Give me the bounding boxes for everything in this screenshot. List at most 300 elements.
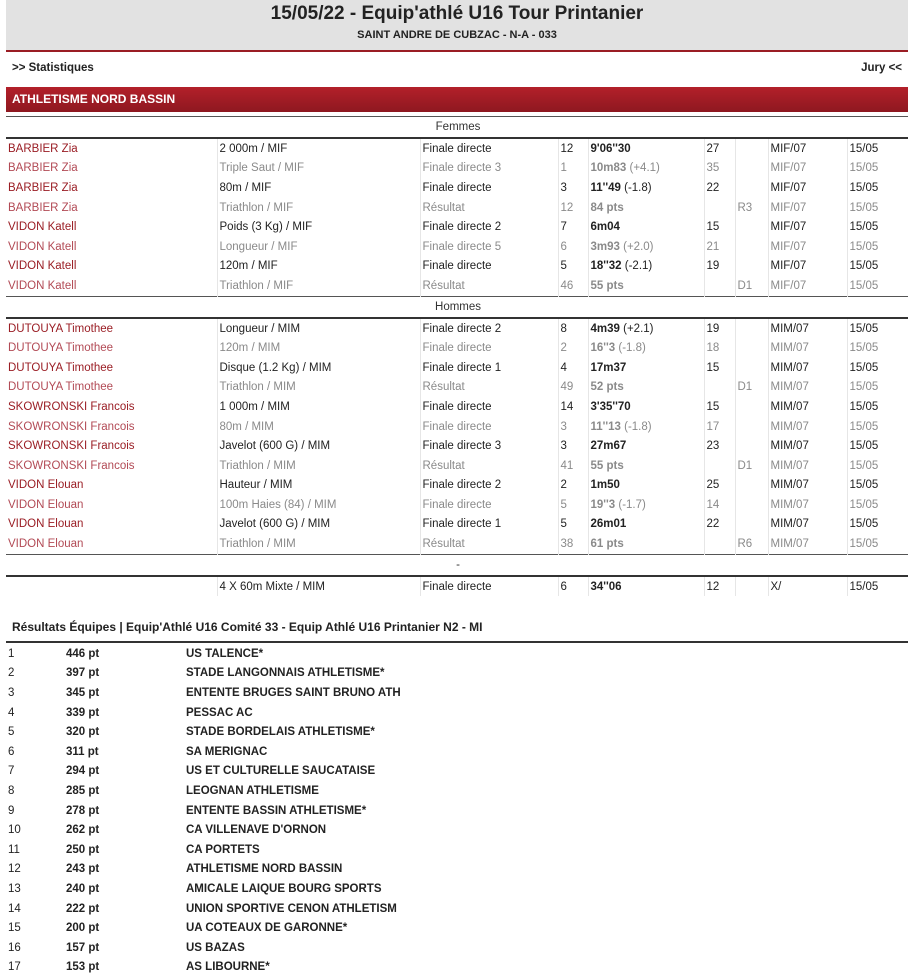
category: MIM/07 bbox=[768, 417, 847, 437]
result-row bbox=[6, 198, 908, 218]
team-rank: 2 bbox=[6, 664, 66, 684]
team-ranking-container bbox=[6, 644, 908, 977]
athlete-name-link[interactable]: DUTOUYA Timothee bbox=[6, 358, 217, 378]
performance-value: 9'06''30 bbox=[591, 143, 631, 155]
note: D1 bbox=[735, 456, 768, 476]
athlete-name-link[interactable]: SKOWRONSKI Francois bbox=[6, 456, 217, 476]
team-club-name: STADE LANGONNAIS ATHLETISME* bbox=[186, 664, 606, 684]
note: R6 bbox=[735, 534, 768, 554]
date: 15/05 bbox=[847, 534, 908, 554]
result-row bbox=[6, 397, 908, 417]
result-row bbox=[6, 138, 908, 159]
statistiques-link[interactable]: >> Statistiques bbox=[12, 62, 94, 74]
performance-value: 61 pts bbox=[591, 538, 624, 550]
result-row bbox=[6, 178, 908, 198]
round-name: Résultat bbox=[420, 198, 558, 218]
equipes-divider bbox=[6, 641, 908, 643]
place: 8 bbox=[558, 318, 588, 339]
team-ranking-row bbox=[6, 781, 606, 801]
round-name: Résultat bbox=[420, 378, 558, 398]
performance bbox=[588, 217, 704, 237]
points: 15 bbox=[704, 217, 735, 237]
team-points: 262 pt bbox=[66, 820, 186, 840]
date: 15/05 bbox=[847, 318, 908, 339]
performance bbox=[588, 576, 704, 597]
performance-value: 10m83 bbox=[591, 162, 627, 174]
note bbox=[735, 318, 768, 339]
team-club-name: US BAZAS bbox=[186, 938, 606, 958]
result-row bbox=[6, 436, 908, 456]
athlete-name-link[interactable]: BARBIER Zia bbox=[6, 159, 217, 179]
date: 15/05 bbox=[847, 417, 908, 437]
athlete-name-link[interactable]: BARBIER Zia bbox=[6, 178, 217, 198]
jury-link[interactable]: Jury << bbox=[861, 62, 902, 74]
athlete-name-link[interactable]: SKOWRONSKI Francois bbox=[6, 397, 217, 417]
athlete-name-link[interactable]: VIDON Elouan bbox=[6, 476, 217, 496]
team-club-name: US ET CULTURELLE SAUCATAISE bbox=[186, 762, 606, 782]
performance-value: 17m37 bbox=[591, 362, 627, 374]
points bbox=[704, 198, 735, 218]
team-points: 339 pt bbox=[66, 703, 186, 723]
team-ranking-row bbox=[6, 879, 606, 899]
team-points: 157 pt bbox=[66, 938, 186, 958]
points: 23 bbox=[704, 436, 735, 456]
date: 15/05 bbox=[847, 159, 908, 179]
points: 12 bbox=[704, 576, 735, 597]
team-ranking-row bbox=[6, 840, 606, 860]
wind-value: (+2.1) bbox=[623, 323, 653, 335]
team-club-name: UNION SPORTIVE CENON ATHLETISM bbox=[186, 899, 606, 919]
section-header-femmes bbox=[6, 117, 908, 139]
category: MIF/07 bbox=[768, 237, 847, 257]
event-name: 4 X 60m Mixte / MIM bbox=[217, 576, 420, 597]
round-name: Finale directe bbox=[420, 495, 558, 515]
result-row bbox=[6, 276, 908, 296]
performance-value: 55 pts bbox=[591, 280, 624, 292]
performance bbox=[588, 138, 704, 159]
performance bbox=[588, 515, 704, 535]
section-label: Femmes bbox=[6, 117, 908, 139]
athlete-name-link[interactable]: DUTOUYA Timothee bbox=[6, 338, 217, 358]
performance-value: 52 pts bbox=[591, 381, 624, 393]
event-name: 100m Haies (84) / MIM bbox=[217, 495, 420, 515]
event-name: Longueur / MIF bbox=[217, 237, 420, 257]
team-club-name: ENTENTE BRUGES SAINT BRUNO ATH bbox=[186, 683, 606, 703]
team-points: 294 pt bbox=[66, 762, 186, 782]
wind-value: (+4.1) bbox=[630, 162, 660, 174]
round-name: Finale directe bbox=[420, 417, 558, 437]
team-ranking-row bbox=[6, 703, 606, 723]
place: 2 bbox=[558, 476, 588, 496]
team-ranking-row bbox=[6, 801, 606, 821]
round-name: Finale directe 2 bbox=[420, 217, 558, 237]
date: 15/05 bbox=[847, 338, 908, 358]
points: 14 bbox=[704, 495, 735, 515]
performance bbox=[588, 397, 704, 417]
athlete-name-link[interactable]: VIDON Katell bbox=[6, 217, 217, 237]
event-name: 120m / MIM bbox=[217, 338, 420, 358]
event-name: Triathlon / MIM bbox=[217, 378, 420, 398]
wind-value: (-1.8) bbox=[624, 182, 651, 194]
round-name: Finale directe 2 bbox=[420, 476, 558, 496]
date: 15/05 bbox=[847, 436, 908, 456]
result-row bbox=[6, 456, 908, 476]
round-name: Finale directe bbox=[420, 397, 558, 417]
performance bbox=[588, 338, 704, 358]
team-ranking-row bbox=[6, 762, 606, 782]
note bbox=[735, 576, 768, 597]
nav-bar bbox=[6, 58, 908, 78]
section-header-relais bbox=[6, 554, 908, 576]
team-points: 345 pt bbox=[66, 683, 186, 703]
points: 19 bbox=[704, 257, 735, 277]
date: 15/05 bbox=[847, 217, 908, 237]
place: 14 bbox=[558, 397, 588, 417]
category: MIM/07 bbox=[768, 534, 847, 554]
event-name: Triathlon / MIF bbox=[217, 198, 420, 218]
round-name: Résultat bbox=[420, 456, 558, 476]
points: 17 bbox=[704, 417, 735, 437]
note bbox=[735, 257, 768, 277]
team-rank: 12 bbox=[6, 860, 66, 880]
wind-value: (-2.1) bbox=[625, 260, 652, 272]
note bbox=[735, 358, 768, 378]
team-points: 446 pt bbox=[66, 644, 186, 664]
category: X/ bbox=[768, 576, 847, 597]
category: MIM/07 bbox=[768, 436, 847, 456]
round-name: Finale directe 2 bbox=[420, 318, 558, 339]
category: MIF/07 bbox=[768, 257, 847, 277]
team-ranking-row bbox=[6, 644, 606, 664]
date: 15/05 bbox=[847, 257, 908, 277]
team-ranking-row bbox=[6, 860, 606, 880]
note bbox=[735, 436, 768, 456]
category: MIM/07 bbox=[768, 495, 847, 515]
note: D1 bbox=[735, 276, 768, 296]
points bbox=[704, 276, 735, 296]
team-points: 153 pt bbox=[66, 958, 186, 977]
performance bbox=[588, 378, 704, 398]
points: 15 bbox=[704, 397, 735, 417]
team-rank: 15 bbox=[6, 918, 66, 938]
performance-value: 55 pts bbox=[591, 460, 624, 472]
performance bbox=[588, 318, 704, 339]
place: 5 bbox=[558, 257, 588, 277]
category: MIF/07 bbox=[768, 138, 847, 159]
performance bbox=[588, 159, 704, 179]
section-header-hommes bbox=[6, 296, 908, 318]
performance bbox=[588, 417, 704, 437]
athlete-name-link[interactable]: VIDON Katell bbox=[6, 237, 217, 257]
result-row bbox=[6, 237, 908, 257]
team-rank: 4 bbox=[6, 703, 66, 723]
note bbox=[735, 217, 768, 237]
note bbox=[735, 178, 768, 198]
round-name: Finale directe 3 bbox=[420, 159, 558, 179]
note bbox=[735, 515, 768, 535]
category: MIM/07 bbox=[768, 358, 847, 378]
team-points: 250 pt bbox=[66, 840, 186, 860]
performance-value: 16''3 bbox=[591, 342, 616, 354]
team-points: 320 pt bbox=[66, 722, 186, 742]
result-row bbox=[6, 338, 908, 358]
athlete-name-link[interactable]: SKOWRONSKI Francois bbox=[6, 417, 217, 437]
result-row bbox=[6, 217, 908, 237]
note bbox=[735, 159, 768, 179]
place: 46 bbox=[558, 276, 588, 296]
result-row bbox=[6, 515, 908, 535]
event-name: 120m / MIF bbox=[217, 257, 420, 277]
performance-value: 27m67 bbox=[591, 440, 627, 452]
team-rank: 16 bbox=[6, 938, 66, 958]
note bbox=[735, 237, 768, 257]
team-club-name: ENTENTE BASSIN ATHLETISME* bbox=[186, 801, 606, 821]
athlete-name-link[interactable]: VIDON Katell bbox=[6, 276, 217, 296]
team-club-name: CA VILLENAVE D'ORNON bbox=[186, 820, 606, 840]
place: 3 bbox=[558, 417, 588, 437]
athlete-name-link[interactable]: DUTOUYA Timothee bbox=[6, 378, 217, 398]
points: 35 bbox=[704, 159, 735, 179]
team-club-name: ATHLETISME NORD BASSIN bbox=[186, 860, 606, 880]
points: 22 bbox=[704, 178, 735, 198]
results-table-container bbox=[6, 116, 908, 596]
round-name: Finale directe 1 bbox=[420, 515, 558, 535]
page-subtitle: SAINT ANDRE DE CUBZAC - N-A - 033 bbox=[6, 29, 908, 41]
performance bbox=[588, 476, 704, 496]
team-ranking-row bbox=[6, 958, 606, 977]
team-rank: 14 bbox=[6, 899, 66, 919]
points bbox=[704, 456, 735, 476]
team-rank: 9 bbox=[6, 801, 66, 821]
place: 5 bbox=[558, 515, 588, 535]
team-points: 311 pt bbox=[66, 742, 186, 762]
category: MIM/07 bbox=[768, 378, 847, 398]
category: MIM/07 bbox=[768, 338, 847, 358]
team-club-name: LEOGNAN ATHLETISME bbox=[186, 781, 606, 801]
athlete-name-link[interactable]: SKOWRONSKI Francois bbox=[6, 436, 217, 456]
note bbox=[735, 138, 768, 159]
result-row bbox=[6, 476, 908, 496]
round-name: Finale directe 3 bbox=[420, 436, 558, 456]
note: R3 bbox=[735, 198, 768, 218]
team-ranking-row bbox=[6, 683, 606, 703]
performance bbox=[588, 436, 704, 456]
result-row bbox=[6, 378, 908, 398]
date: 15/05 bbox=[847, 495, 908, 515]
team-rank: 11 bbox=[6, 840, 66, 860]
result-row bbox=[6, 159, 908, 179]
note: D1 bbox=[735, 378, 768, 398]
category: MIM/07 bbox=[768, 476, 847, 496]
performance bbox=[588, 178, 704, 198]
date: 15/05 bbox=[847, 237, 908, 257]
event-name: Longueur / MIM bbox=[217, 318, 420, 339]
team-rank: 7 bbox=[6, 762, 66, 782]
team-points: 240 pt bbox=[66, 879, 186, 899]
performance-value: 6m04 bbox=[591, 221, 620, 233]
page-header bbox=[6, 0, 908, 52]
place: 5 bbox=[558, 495, 588, 515]
athlete-name-link[interactable]: DUTOUYA Timothee bbox=[6, 318, 217, 339]
performance bbox=[588, 237, 704, 257]
athlete-name-link[interactable]: VIDON Elouan bbox=[6, 515, 217, 535]
round-name: Finale directe bbox=[420, 338, 558, 358]
team-club-name: CA PORTETS bbox=[186, 840, 606, 860]
athlete-name-link[interactable]: BARBIER Zia bbox=[6, 198, 217, 218]
team-rank: 10 bbox=[6, 820, 66, 840]
performance-value: 11''49 bbox=[591, 182, 621, 194]
performance-value: 19''3 bbox=[591, 499, 616, 511]
team-club-name: PESSAC AC bbox=[186, 703, 606, 723]
performance-value: 1m50 bbox=[591, 479, 620, 491]
team-points: 243 pt bbox=[66, 860, 186, 880]
note bbox=[735, 476, 768, 496]
points: 18 bbox=[704, 338, 735, 358]
team-club-name: STADE BORDELAIS ATHLETISME* bbox=[186, 722, 606, 742]
event-name: Javelot (600 G) / MIM bbox=[217, 436, 420, 456]
athlete-name-link[interactable] bbox=[6, 576, 217, 597]
category: MIM/07 bbox=[768, 456, 847, 476]
points: 19 bbox=[704, 318, 735, 339]
category: MIF/07 bbox=[768, 198, 847, 218]
performance-value: 18''32 bbox=[591, 260, 622, 272]
section-label: - bbox=[6, 554, 908, 576]
note bbox=[735, 495, 768, 515]
place: 3 bbox=[558, 436, 588, 456]
note bbox=[735, 397, 768, 417]
athlete-name-link[interactable]: BARBIER Zia bbox=[6, 138, 217, 159]
place: 41 bbox=[558, 456, 588, 476]
team-points: 222 pt bbox=[66, 899, 186, 919]
category: MIF/07 bbox=[768, 276, 847, 296]
page-title: 15/05/22 - Equip'athlé U16 Tour Printanier bbox=[6, 3, 908, 25]
athlete-name-link[interactable]: VIDON Elouan bbox=[6, 534, 217, 554]
event-name: Poids (3 Kg) / MIF bbox=[217, 217, 420, 237]
wind-value: (-1.8) bbox=[624, 421, 651, 433]
equipes-title: Résultats Équipes | Equip'Athlé U16 Comité 33 - Equip Athlé U16 Printanier N2 - MI bbox=[12, 620, 483, 634]
performance bbox=[588, 358, 704, 378]
wind-value: (-1.7) bbox=[618, 499, 645, 511]
date: 15/05 bbox=[847, 138, 908, 159]
event-name: Triple Saut / MIF bbox=[217, 159, 420, 179]
date: 15/05 bbox=[847, 178, 908, 198]
team-rank: 1 bbox=[6, 644, 66, 664]
date: 15/05 bbox=[847, 456, 908, 476]
performance bbox=[588, 198, 704, 218]
event-name: Triathlon / MIF bbox=[217, 276, 420, 296]
place: 12 bbox=[558, 198, 588, 218]
performance-value: 3'35''70 bbox=[591, 401, 631, 413]
team-ranking-row bbox=[6, 664, 606, 684]
event-name: Triathlon / MIM bbox=[217, 456, 420, 476]
place: 6 bbox=[558, 237, 588, 257]
result-row bbox=[6, 318, 908, 339]
place: 49 bbox=[558, 378, 588, 398]
team-ranking-row bbox=[6, 938, 606, 958]
event-name: Disque (1.2 Kg) / MIM bbox=[217, 358, 420, 378]
performance bbox=[588, 495, 704, 515]
team-points: 397 pt bbox=[66, 664, 186, 684]
date: 15/05 bbox=[847, 378, 908, 398]
points: 15 bbox=[704, 358, 735, 378]
category: MIM/07 bbox=[768, 318, 847, 339]
team-club-name: US TALENCE* bbox=[186, 644, 606, 664]
team-rank: 17 bbox=[6, 958, 66, 977]
points: 27 bbox=[704, 138, 735, 159]
team-rank: 5 bbox=[6, 722, 66, 742]
points: 25 bbox=[704, 476, 735, 496]
results-table bbox=[6, 116, 908, 596]
date: 15/05 bbox=[847, 515, 908, 535]
performance-value: 84 pts bbox=[591, 202, 624, 214]
team-ranking-row bbox=[6, 722, 606, 742]
performance bbox=[588, 456, 704, 476]
athlete-name-link[interactable]: VIDON Elouan bbox=[6, 495, 217, 515]
round-name: Finale directe 5 bbox=[420, 237, 558, 257]
team-ranking-row bbox=[6, 918, 606, 938]
place: 38 bbox=[558, 534, 588, 554]
place: 2 bbox=[558, 338, 588, 358]
date: 15/05 bbox=[847, 358, 908, 378]
points bbox=[704, 378, 735, 398]
event-name: 2 000m / MIF bbox=[217, 138, 420, 159]
team-points: 200 pt bbox=[66, 918, 186, 938]
category: MIF/07 bbox=[768, 159, 847, 179]
place: 7 bbox=[558, 217, 588, 237]
event-name: Hauteur / MIM bbox=[217, 476, 420, 496]
wind-value: (+2.0) bbox=[623, 241, 653, 253]
place: 3 bbox=[558, 178, 588, 198]
club-name-bar: ATHLETISME NORD BASSIN bbox=[6, 87, 908, 112]
performance-value: 26m01 bbox=[591, 518, 627, 530]
result-row bbox=[6, 358, 908, 378]
performance-value: 11''13 bbox=[591, 421, 621, 433]
team-club-name: UA COTEAUX DE GARONNE* bbox=[186, 918, 606, 938]
performance-value: 3m93 bbox=[591, 241, 620, 253]
event-name: 1 000m / MIM bbox=[217, 397, 420, 417]
team-ranking-row bbox=[6, 742, 606, 762]
team-ranking-row bbox=[6, 820, 606, 840]
points: 22 bbox=[704, 515, 735, 535]
place: 6 bbox=[558, 576, 588, 597]
date: 15/05 bbox=[847, 476, 908, 496]
section-label: Hommes bbox=[6, 296, 908, 318]
result-row bbox=[6, 534, 908, 554]
team-rank: 6 bbox=[6, 742, 66, 762]
event-name: 80m / MIM bbox=[217, 417, 420, 437]
date: 15/05 bbox=[847, 276, 908, 296]
team-rank: 8 bbox=[6, 781, 66, 801]
place: 1 bbox=[558, 159, 588, 179]
performance bbox=[588, 257, 704, 277]
athlete-name-link[interactable]: VIDON Katell bbox=[6, 257, 217, 277]
points: 21 bbox=[704, 237, 735, 257]
round-name: Finale directe 1 bbox=[420, 358, 558, 378]
round-name: Résultat bbox=[420, 276, 558, 296]
team-club-name: SA MERIGNAC bbox=[186, 742, 606, 762]
team-ranking-row bbox=[6, 899, 606, 919]
date: 15/05 bbox=[847, 397, 908, 417]
note bbox=[735, 338, 768, 358]
result-row bbox=[6, 495, 908, 515]
team-points: 285 pt bbox=[66, 781, 186, 801]
round-name: Finale directe bbox=[420, 138, 558, 159]
place: 4 bbox=[558, 358, 588, 378]
team-club-name: AMICALE LAIQUE BOURG SPORTS bbox=[186, 879, 606, 899]
team-ranking-table bbox=[6, 644, 606, 977]
result-row bbox=[6, 417, 908, 437]
team-rank: 13 bbox=[6, 879, 66, 899]
